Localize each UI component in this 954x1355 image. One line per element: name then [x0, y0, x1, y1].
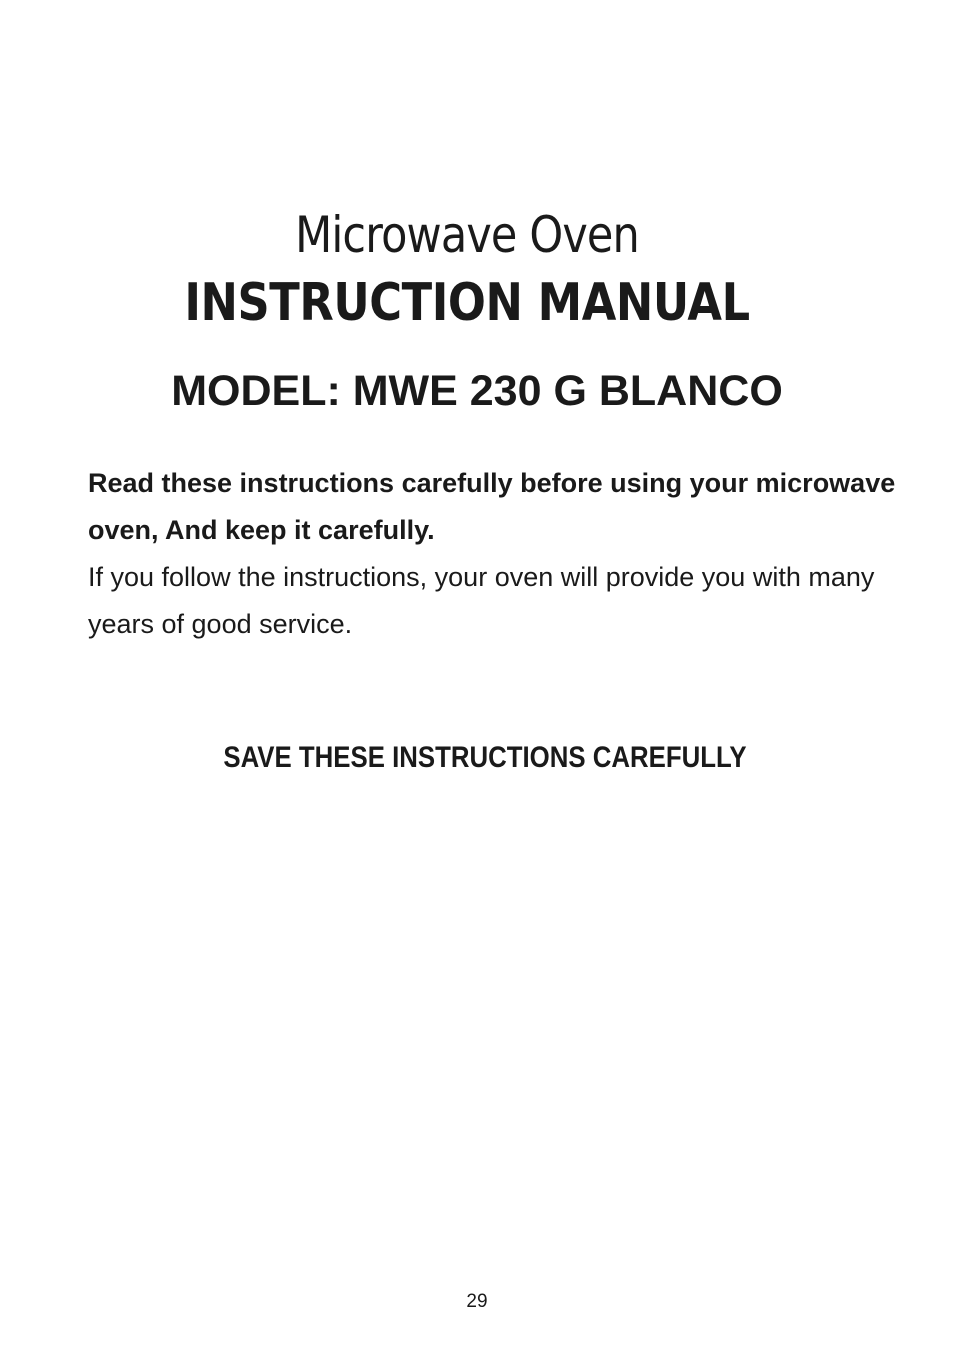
save-instructions-notice: SAVE THESE INSTRUCTIONS CAREFULLY [223, 741, 747, 774]
intro-paragraph [88, 460, 898, 648]
title-product-name: Microwave Oven [295, 206, 639, 264]
intro-service-text: If you follow the instructions, your oven will provide you with many years of good service. [88, 562, 875, 639]
title-instruction-manual: INSTRUCTION MANUAL [184, 273, 750, 333]
page-number: 29 [466, 1291, 488, 1312]
model-heading: MODEL: MWE 230 G BLANCO [171, 367, 783, 415]
intro-warning-text: Read these instructions carefully before using your microwave oven, And keep it carefully. [88, 468, 896, 545]
